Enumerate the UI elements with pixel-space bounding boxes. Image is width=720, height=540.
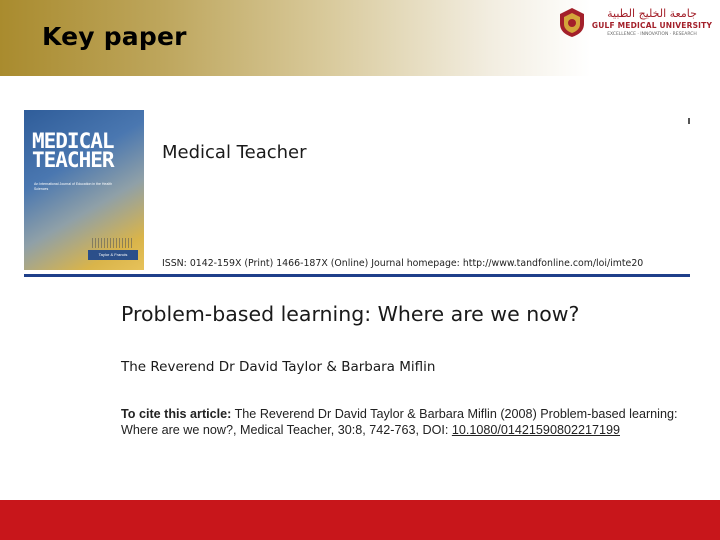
article-authors: The Reverend Dr David Taylor & Barbara Miflin: [121, 359, 436, 375]
cite-label: To cite this article:: [121, 407, 232, 421]
journal-header: [24, 108, 690, 278]
article-title: Problem-based learning: Where are we now?: [121, 302, 580, 326]
logo-university-name: GULF MEDICAL UNIVERSITY: [591, 21, 713, 30]
cover-publisher: Taylor & Francis: [88, 250, 138, 260]
slide-title: Key paper: [42, 22, 187, 51]
cover-title: MEDICAL TEACHER: [32, 129, 114, 172]
cover-subtitle: An International Journal of Education in the Health Sciences: [34, 182, 113, 191]
issn-text: ISSN: 0142-159X (Print) 1466-187X (Online) Journal homepage:: [162, 258, 463, 269]
university-logo[interactable]: [556, 6, 716, 42]
journal-cover: [24, 110, 144, 270]
cover-barcode: [92, 238, 134, 248]
cite-text: The Reverend Dr David Taylor & Barbara Miflin (2008) Problem-based learning: Where are we now?, Medical Teacher, 30:8, 742-763, DOI:: [121, 407, 678, 437]
logo-tagline: EXCELLENCE · INNOVATION · RESEARCH: [607, 32, 697, 37]
edge-mark: [688, 118, 690, 124]
header-divider: [24, 274, 690, 277]
footer-band: [0, 500, 720, 540]
doi-link[interactable]: 10.1080/01421590802217199: [451, 423, 620, 437]
logo-arabic-text: جامعة الخليج الطبية: [607, 7, 697, 20]
university-emblem-icon: [556, 6, 588, 38]
journal-meta: [162, 258, 643, 269]
journal-homepage-link[interactable]: http://www.tandfonline.com/loi/imte20: [462, 258, 644, 269]
journal-name: Medical Teacher: [162, 142, 307, 163]
citation: [121, 406, 701, 438]
